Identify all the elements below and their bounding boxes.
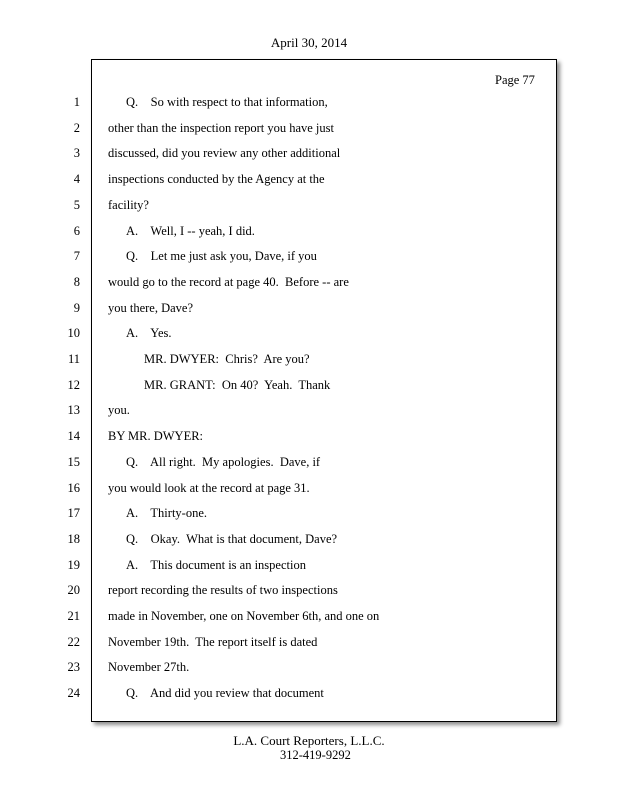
transcript-line: inspections conducted by the Agency at the [108, 172, 325, 186]
line-number: 13 [67, 403, 80, 417]
line-number: 16 [67, 481, 80, 495]
transcript-line: MR. DWYER: Chris? Are you? [144, 352, 310, 366]
line-number: 8 [73, 275, 80, 289]
transcript-line: you there, Dave? [108, 301, 194, 315]
transcript-line: November 19th. The report itself is dated [108, 635, 318, 649]
transcript-line: A. Thirty-one. [126, 506, 208, 520]
transcript-line: discussed, did you review any other additional [108, 146, 341, 160]
line-number: 21 [67, 609, 80, 623]
line-number: 15 [67, 455, 80, 469]
transcript-line: A. This document is an inspection [126, 558, 306, 572]
line-number: 7 [73, 249, 80, 263]
line-number: 23 [67, 660, 80, 674]
line-number: 24 [67, 686, 80, 700]
transcript-line: MR. GRANT: On 40? Yeah. Thank [144, 378, 331, 392]
line-number: 5 [73, 198, 80, 212]
line-number: 18 [67, 532, 80, 546]
transcript-line: other than the inspection report you have just [108, 121, 334, 135]
line-number: 6 [73, 224, 80, 238]
transcript-line: A. Well, I -- yeah, I did. [126, 224, 255, 238]
transcript-line: made in November, one on November 6th, and one on [108, 609, 380, 623]
transcript-line: BY MR. DWYER: [108, 429, 204, 443]
transcript-line: you would look at the record at page 31. [108, 481, 310, 495]
line-number: 11 [67, 352, 80, 366]
transcript-line: Q. And did you review that document [126, 686, 324, 700]
transcript-line: Q. Okay. What is that document, Dave? [126, 532, 338, 546]
line-number: 14 [67, 429, 80, 443]
header-date: April 30, 2014 [270, 35, 348, 50]
line-number: 3 [73, 146, 80, 160]
transcript-line: Q. So with respect to that information, [126, 95, 328, 109]
footer-company: L.A. Court Reporters, L.L.C. [233, 733, 385, 748]
line-number: 1 [73, 95, 80, 109]
line-number: 17 [67, 506, 80, 520]
transcript-line: Q. All right. My apologies. Dave, if [126, 455, 321, 469]
line-number: 20 [67, 583, 80, 597]
line-number: 12 [67, 378, 80, 392]
line-number: 2 [73, 121, 80, 135]
line-number: 4 [73, 172, 80, 186]
transcript-line: facility? [108, 198, 149, 212]
transcript-line: would go to the record at page 40. Before -- are [108, 275, 349, 289]
line-number: 9 [73, 301, 80, 315]
page-number: Page 77 [495, 73, 535, 87]
footer-phone: 312-419-9292 [280, 748, 351, 762]
line-number: 22 [67, 635, 80, 649]
transcript-line: Q. Let me just ask you, Dave, if you [126, 249, 317, 263]
transcript-line: report recording the results of two inspections [108, 583, 338, 597]
line-number: 19 [67, 558, 80, 572]
transcript-line: you. [108, 403, 130, 417]
transcript-line: November 27th. [108, 660, 190, 674]
line-number: 10 [67, 326, 80, 340]
transcript-line: A. Yes. [126, 326, 172, 340]
